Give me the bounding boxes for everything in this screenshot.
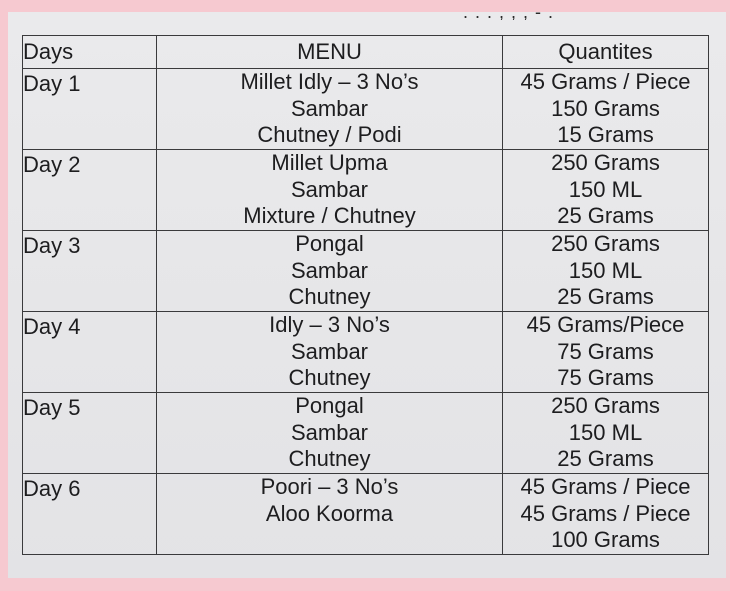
quantity-cell [503,312,709,393]
table-row [23,150,709,231]
quantity-value: 25 Grams [557,203,654,228]
days-header: Days [23,36,157,69]
quantity-value: 250 Grams [551,231,660,256]
menu-item: Poori – 3 No’s [260,474,399,499]
menu-item: Pongal [295,231,364,256]
header-row [23,36,709,69]
day-cell: Day 3 [23,231,157,312]
quantity-value: 150 ML [568,257,643,283]
menu-item: Sambar [290,95,369,121]
quantity-value: 25 Grams [557,446,654,471]
menu-cell [157,69,503,150]
quantity-cell [503,393,709,474]
menu-item: Sambar [290,419,369,445]
menu-cell [157,393,503,474]
menu-cell [157,231,503,312]
quantity-value: 45 Grams/Piece [526,312,685,337]
menu-item: Sambar [290,176,369,202]
menu-cell [157,150,503,231]
quantity-value: 45 Grams / Piece [520,474,691,499]
quantity-value: 15 Grams [557,122,654,147]
day-cell: Day 4 [23,312,157,393]
quantity-value: 250 Grams [551,393,660,418]
menu-cell [157,474,503,555]
menu-item: Chutney [288,446,371,471]
menu-item: Sambar [290,338,369,364]
day-cell: Day 6 [23,474,157,555]
table-row [23,312,709,393]
table-row [23,231,709,312]
quantity-value: 150 ML [568,419,643,445]
document-page [8,6,726,578]
quantity-value: 150 ML [568,176,643,202]
quantity-value: 100 Grams [551,527,660,552]
day-cell: Day 2 [23,150,157,231]
quantity-value: 75 Grams [557,338,654,364]
menu-item: Chutney [288,365,371,390]
quantity-value: 250 Grams [551,150,660,175]
quantities-header: Quantites [503,36,709,69]
cropped-text-fragment: . . . , , , - . [463,6,555,20]
table-row [23,393,709,474]
menu-item: Millet Upma [271,150,388,175]
quantity-value: 75 Grams [557,365,654,390]
quantity-value: 150 Grams [551,95,660,121]
menu-item: Sambar [290,257,369,283]
menu-cell [157,312,503,393]
quantity-cell [503,231,709,312]
quantity-value: 45 Grams / Piece [520,69,691,94]
menu-item: Chutney [288,284,371,309]
menu-item: Mixture / Chutney [243,203,416,228]
menu-item: Pongal [295,393,364,418]
quantity-cell [503,69,709,150]
menu-item: Chutney / Podi [257,122,402,147]
day-cell: Day 1 [23,69,157,150]
menu-item: Millet Idly – 3 No’s [240,69,419,94]
quantity-cell [503,474,709,555]
quantity-cell [503,150,709,231]
menu-table [22,35,709,555]
table-row [23,474,709,555]
menu-item: Idly – 3 No’s [269,312,390,337]
menu-header: MENU [157,36,503,69]
quantity-value: 45 Grams / Piece [520,500,691,526]
menu-item: Aloo Koorma [265,500,394,526]
table-row [23,69,709,150]
day-cell: Day 5 [23,393,157,474]
quantity-value: 25 Grams [557,284,654,309]
